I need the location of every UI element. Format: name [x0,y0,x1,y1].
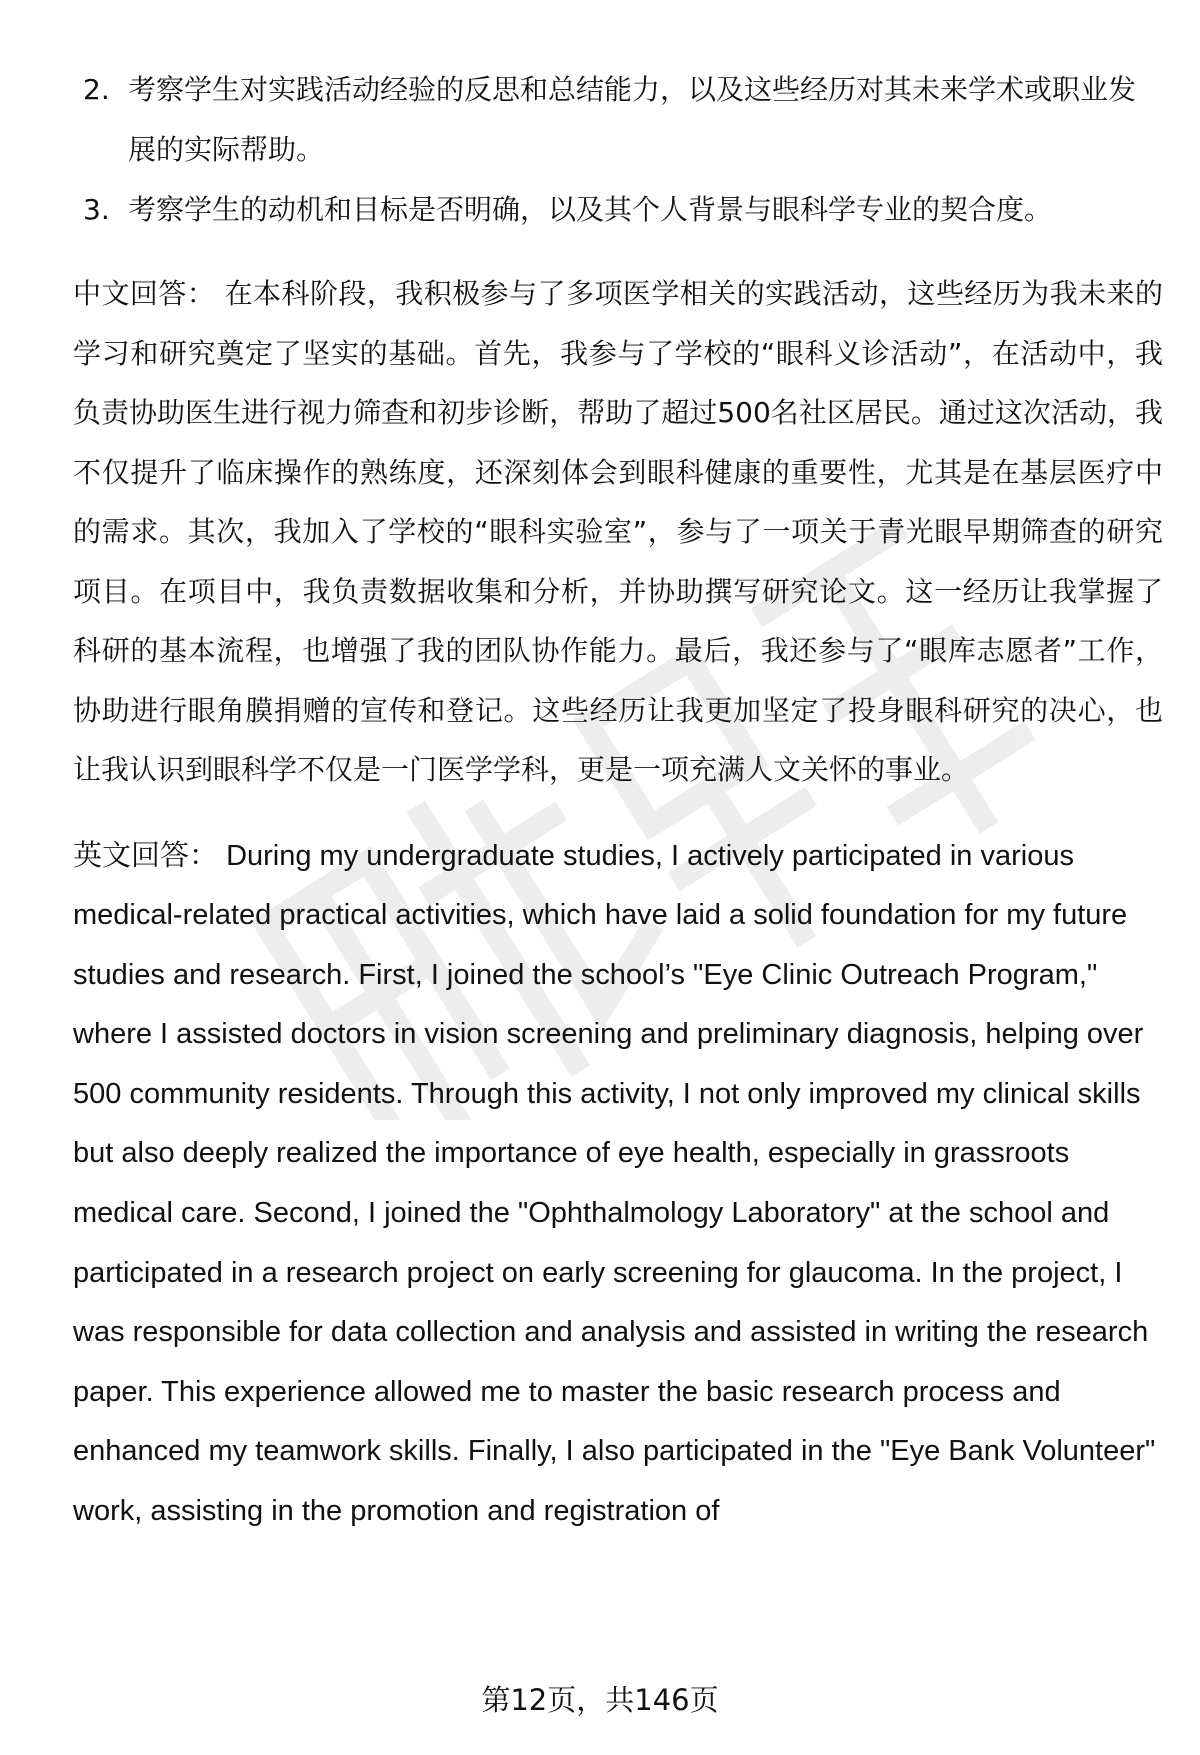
english-answer-paragraph [73,826,1163,1542]
chinese-answer-paragraph [73,264,1163,800]
chinese-answer-label: 中文回答： [73,277,216,310]
list-item-number: 2. [83,73,110,106]
page-content [73,60,1163,1542]
list-item-number: 3. [83,193,110,226]
english-answer-text: During my undergraduate studies, I actively participated in various medical-related practical activities, which have laid a solid foundation for my future studies and research. First, I joined the school’s "Eye Clinic Outreach Program," where I assisted doctors in vision screening and preliminary diagnosis, helping over 500 community residents. Through this activity, I not only improved my clinical skills but also deeply realized the importance of eye health, especially in grassroots medical care. Second, I joined the "Ophthalmology Laboratory" at the school and participated in a research project on early screening for glaucoma. In the project, I was responsible for data collection and analysis and assisted in writing the research paper. This experience allowed me to master the basic research process and enhanced my teamwork skills. Finally, I also participated in the "Eye Bank Volunteer" work, assisting in the promotion and registration of [73,839,1156,1528]
list-item-text: 考察学生的动机和目标是否明确，以及其个人背景与眼科学专业的契合度。 [128,193,1053,226]
criteria-list [73,60,1163,240]
english-answer-label: 英文回答： [73,837,219,872]
list-item-text: 考察学生对实践活动经验的反思和总结能力，以及这些经历对其未来学术或职业发展的实际帮助。 [128,73,1137,166]
list-item [73,60,1163,180]
page-number-footer: 第12页，共146页 [481,1683,719,1717]
chinese-answer-text: 在本科阶段，我积极参与了多项医学相关的实践活动，这些经历为我未来的学习和研究奠定了坚实的基础。首先，我参与了学校的“眼科义诊活动”，在活动中，我负责协助医生进行视力筛查和初步诊断，帮助了超过500名社区居民。通过这次活动，我不仅提升了临床操作的熟练度，还深刻体会到眼科健康的重要性，尤其是在基层医疗中的需求。其次，我加入了学校的“眼科实验室”，参与了一项关于青光眼早期筛查的研究项目。在项目中，我负责数据收集和分析，并协助撰写研究论文。这一经历让我掌握了科研的基本流程，也增强了我的团队协作能力。最后，我还参与了“眼库志愿者”工作，协助进行眼角膜捐赠的宣传和登记。这些经历让我更加坚定了投身眼科研究的决心，也让我认识到眼科学不仅是一门医学学科，更是一项充满人文关怀的事业。 [73,277,1163,786]
list-item [73,180,1163,240]
